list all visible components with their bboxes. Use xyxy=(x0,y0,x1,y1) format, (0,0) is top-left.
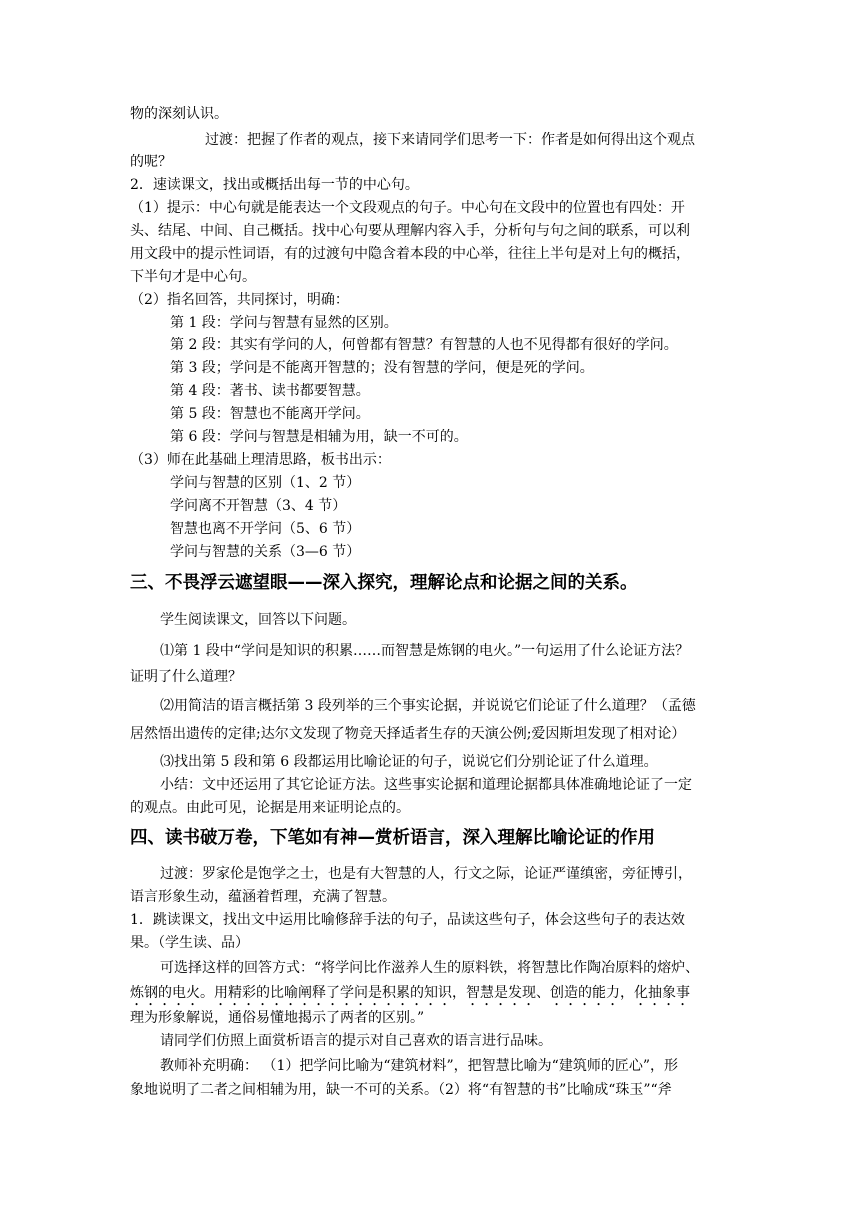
text-line: 的呢？ xyxy=(130,154,172,170)
text-line: 可选择这样的回答方式：“将学问比作滋养人生的原料铁，将智慧比作陶冶原料的熔炉、 xyxy=(160,960,700,976)
text-line: ⑶找出第 5 段和第 6 段都运用比喻论证的句子，说说它们分别论证了什么道理。 xyxy=(160,754,658,770)
text-line: 第 4 段：著书、读书都要智慧。 xyxy=(170,383,370,399)
text-line: 第 2 段：其实有学问的人，何曾都有智慧？有智慧的人也不见得都有很好的学问。 xyxy=(170,337,678,353)
text-line: 语言形象生动，蕴涵着哲理，充满了智慧。 xyxy=(130,889,396,905)
text-line: 请同学们仿照上面赏析语言的提示对自己喜欢的语言进行品味。 xyxy=(160,1033,552,1049)
text-line: （2）指名回答，共同探讨，明确： xyxy=(130,292,349,308)
text-line: 教师补充明确： （1）把学问比喻为“建筑材料”，把智慧比喻为“建筑师的匠心”，形 xyxy=(160,1058,678,1074)
text-line: 下半句才是中心句。 xyxy=(130,269,256,285)
text-line: 第 5 段：智慧也不能离开学问。 xyxy=(170,406,370,422)
text-line: 学问与智慧的关系（3—6 节） xyxy=(170,544,361,560)
text-line: 物的深刻认识。 xyxy=(130,106,228,122)
text-line: ⑵用简洁的语言概括第 3 段列举的三个事实论据，并说说它们论证了什么道理？（孟德 xyxy=(160,698,696,714)
text-line: 2．速读课文，找出或概括出每一节的中心句。 xyxy=(130,177,419,193)
text-line: 学生阅读课文，回答以下问题。 xyxy=(160,612,356,628)
section-heading-4: 四、读书破万卷，下笔如有神—赏析语言，深入理解比喻论证的作用 xyxy=(130,828,655,848)
text-line: ⑴第 1 段中“学问是知识的积累……而智慧是炼钢的电火。”一句运用了什么论证方法？ xyxy=(160,643,690,659)
text-line: 过渡：罗家伦是饱学之士，也是有大智慧的人，行文之际，论证严谨缜密，旁征博引， xyxy=(160,866,692,882)
text-line: 证明了什么道理？ xyxy=(130,669,242,685)
text-line: 1．跳读课文，找出文中运用比喻修辞手法的句子，品读这些句子，体会这些句子的表达效 xyxy=(130,912,685,928)
section-heading-3: 三、不畏浮云遮望眼——深入探究，理解论点和论据之间的关系。 xyxy=(130,573,638,593)
text-line: （1）提示：中心句就是能表达一个文段观点的句子。中心句在文段中的位置也有四处：开 xyxy=(130,200,685,216)
text-line: 第 6 段：学问与智慧是相辅为用，缺一不可的。 xyxy=(170,429,468,445)
text-line: 智慧也离不开学问（5、6 节） xyxy=(170,521,361,537)
text-line: 果。（学生读、品） xyxy=(130,935,249,951)
text-line: 象地说明了二者之间相辅为用，缺一不可的关系。（2）将“有智慧的书”比喻成“珠玉”“斧 xyxy=(130,1082,672,1098)
text-line: 学问离不开智慧（3、4 节） xyxy=(170,498,347,514)
text-line: 过渡：把握了作者的观点，接下来请同学们思考一下：作者是如何得出这个观点 xyxy=(205,132,695,148)
text-line: 第 3 段；学问是不能离开智慧的；没有智慧的学问，便是死的学问。 xyxy=(170,360,594,376)
text-line: （3）师在此基础上理清思路，板书出示： xyxy=(130,452,391,468)
text-line: 头、结尾、中间、自己概括。找中心句要从理解内容入手，分析句与句之间的联系，可以利 xyxy=(130,223,690,239)
text-line: 第 1 段：学问与智慧有显然的区别。 xyxy=(170,315,398,331)
text-line: 炼钢的电火。用精彩的比喻阐释了学问是积累的知识，智慧是发现、创造的能力，化抽象事 xyxy=(130,985,690,1001)
text-line: 学问与智慧的区别（1、2 节） xyxy=(170,475,361,491)
text-line: 的观点。由此可见，论据是用来证明论点的。 xyxy=(130,800,410,816)
text-line: 居然悟出遗传的定律;达尔文发现了物竞天择适者生存的天演公例;爱因斯坦发现了相对论） xyxy=(130,726,686,742)
text-line: 用文段中的提示性词语，有的过渡句中隐含着本段的中心举，往往上半句是对上句的概括， xyxy=(130,246,690,262)
text-line: 理为形象解说，通俗易懂地揭示了两者的区别。” xyxy=(130,1010,425,1026)
text-line: 小结：文中还运用了其它论证方法。这些事实论据和道理论据都具体准确地论证了一定 xyxy=(160,777,692,793)
